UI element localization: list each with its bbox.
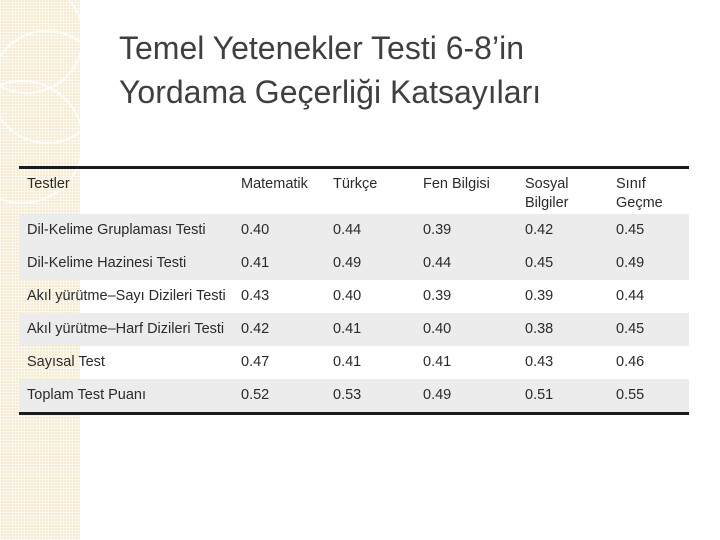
table-cell: 0.49 (325, 247, 415, 280)
table-cell: 0.41 (325, 313, 415, 346)
table-row (19, 379, 689, 412)
table-row (19, 313, 689, 346)
table-cell: 0.39 (415, 214, 517, 247)
table-cell: 0.41 (333, 354, 362, 370)
table-cell: 0.46 (616, 354, 645, 370)
table-cell: 0.43 (525, 354, 554, 370)
column-header-sosyal-bilgiler: Sosyal Bilgiler (525, 176, 569, 211)
coefficients-table (19, 169, 689, 412)
table-cell: 0.53 (325, 379, 415, 412)
column-header-matematik: Matematik (241, 176, 308, 192)
table-cell: 0.44 (325, 214, 415, 247)
table-cell: 0.49 (608, 247, 689, 280)
row-label: Dil-Kelime Gruplaması Testi (19, 214, 233, 247)
row-label: Dil-Kelime Hazinesi Testi (19, 247, 233, 280)
table-cell: 0.55 (608, 379, 689, 412)
table-cell: 0.49 (415, 379, 517, 412)
table-cell: 0.51 (517, 379, 608, 412)
slide-title-line-1: Temel Yetenekler Testi 6-8’in (119, 30, 524, 66)
table-cell: 0.41 (423, 354, 452, 370)
column-header-turkce: Türkçe (333, 176, 378, 192)
coefficients-table-container (19, 166, 689, 415)
row-label: Akıl yürütme–Harf Dizileri Testi (19, 313, 233, 346)
table-cell: 0.44 (616, 288, 645, 304)
table-header-row (19, 169, 689, 214)
table-cell: 0.41 (233, 247, 325, 280)
table-cell: 0.43 (241, 288, 270, 304)
table-cell: 0.44 (415, 247, 517, 280)
table-row (19, 346, 689, 379)
table-cell: 0.42 (517, 214, 608, 247)
table-cell: 0.39 (525, 288, 554, 304)
slide-title-line-2: Yordama Geçerliği Katsayıları (119, 74, 542, 110)
row-label: Sayısal Test (27, 354, 105, 370)
table-cell: 0.38 (517, 313, 608, 346)
table-row (19, 280, 689, 313)
table-cell: 0.47 (241, 354, 270, 370)
table-row (19, 247, 689, 280)
row-label: Toplam Test Puanı (19, 379, 233, 412)
column-header-sinif-gecme: Sınıf Geçme (616, 176, 663, 211)
table-cell: 0.52 (233, 379, 325, 412)
table-cell: 0.45 (517, 247, 608, 280)
table-cell: 0.45 (608, 214, 689, 247)
slide-title (119, 26, 699, 114)
table-cell: 0.45 (608, 313, 689, 346)
table-cell: 0.40 (333, 288, 362, 304)
table-cell: 0.40 (233, 214, 325, 247)
table-cell: 0.40 (415, 313, 517, 346)
column-header-tests: Testler (27, 176, 70, 192)
title-area (0, 0, 720, 165)
column-header-fen-bilgisi: Fen Bilgisi (423, 176, 490, 192)
table-cell: 0.39 (423, 288, 452, 304)
row-label: Akıl yürütme–Sayı Dizileri Testi (27, 288, 226, 304)
table-cell: 0.42 (233, 313, 325, 346)
table-row (19, 214, 689, 247)
